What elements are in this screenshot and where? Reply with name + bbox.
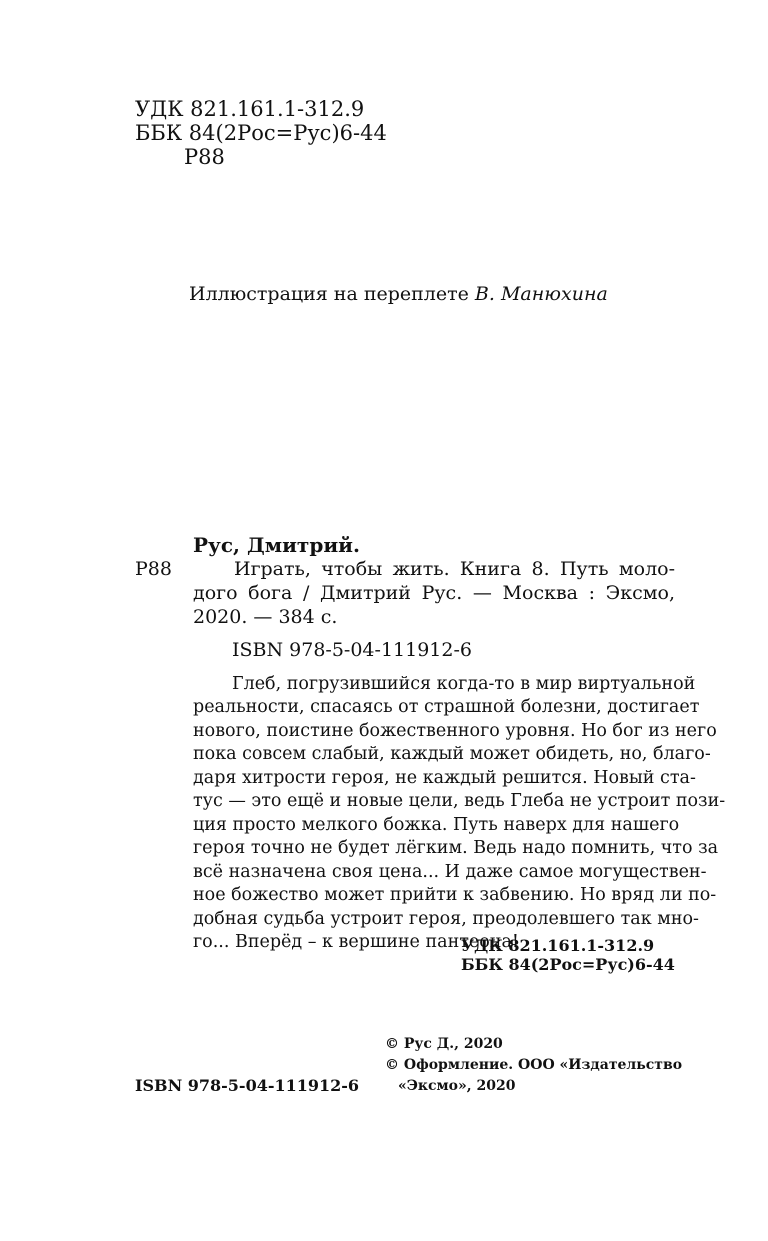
illustration-prefix: Иллюстрация на переплете	[189, 283, 475, 305]
record-sign: Р88	[135, 558, 172, 580]
annotation-line-10: ное божество может прийти к забвению. Но вряд ли по-	[193, 885, 717, 905]
record-isbn: ISBN 978-5-04-111912-6	[232, 639, 472, 661]
annotation-line-1: Глеб, погрузившийся когда-то в мир виртуальной	[232, 674, 696, 694]
copyright-author: © Рус Д., 2020	[385, 1036, 503, 1052]
record-line-1: Играть, чтобы жить. Книга 8. Путь моло-	[234, 558, 675, 580]
annotation-line-5: даря хитрости героя, не каждый решится. Новый ста-	[193, 768, 696, 788]
bbk-code-top: ББК 84(2Рос=Рус)6-44	[135, 121, 387, 145]
record-line-3: 2020. — 384 с.	[193, 606, 338, 628]
footer-isbn: ISBN 978-5-04-111912-6	[135, 1076, 360, 1095]
bbk-code-bottom: ББК 84(2Рос=Рус)6-44	[461, 955, 675, 974]
record-author: Рус, Дмитрий.	[193, 533, 360, 557]
illustration-artist: В. Манюхина	[474, 283, 608, 305]
annotation-line-6: тус — это ещё и новые цели, ведь Глеба не устроит пози-	[193, 791, 726, 811]
annotation-line-7: ция просто мелкого божка. Путь наверх для нашего	[193, 815, 680, 835]
annotation-line-2: реальности, спасаясь от страшной болезни, достигает	[193, 697, 700, 717]
annotation-line-11: добная судьба устроит героя, преодолевшего так мно-	[193, 909, 699, 929]
record-line-2: дого бога / Дмитрий Рус. — Москва : Эксмо,	[193, 582, 675, 604]
udk-code-bottom: УДК 821.161.1-312.9	[461, 936, 655, 955]
annotation-line-8: героя точно не будет лёгким. Ведь надо помнить, что за	[193, 838, 719, 858]
copyright-design: © Оформление. ООО «Издательство	[385, 1057, 683, 1073]
annotation-line-3: нового, поистине божественного уровня. Но бог из него	[193, 721, 717, 741]
annotation-line-9: всё назначена своя цена... И даже самое могуществен-	[193, 862, 707, 882]
copyright-publisher: «Эксмо», 2020	[398, 1078, 516, 1094]
author-sign-top: Р88	[184, 145, 225, 169]
annotation-line-4: пока совсем слабый, каждый может обидеть, но, благо-	[193, 744, 711, 764]
annotation-line-12: го... Вперёд – к вершине пантеона!	[193, 932, 519, 952]
illustration-credit	[189, 282, 608, 306]
udk-code-top: УДК 821.161.1-312.9	[135, 97, 365, 121]
